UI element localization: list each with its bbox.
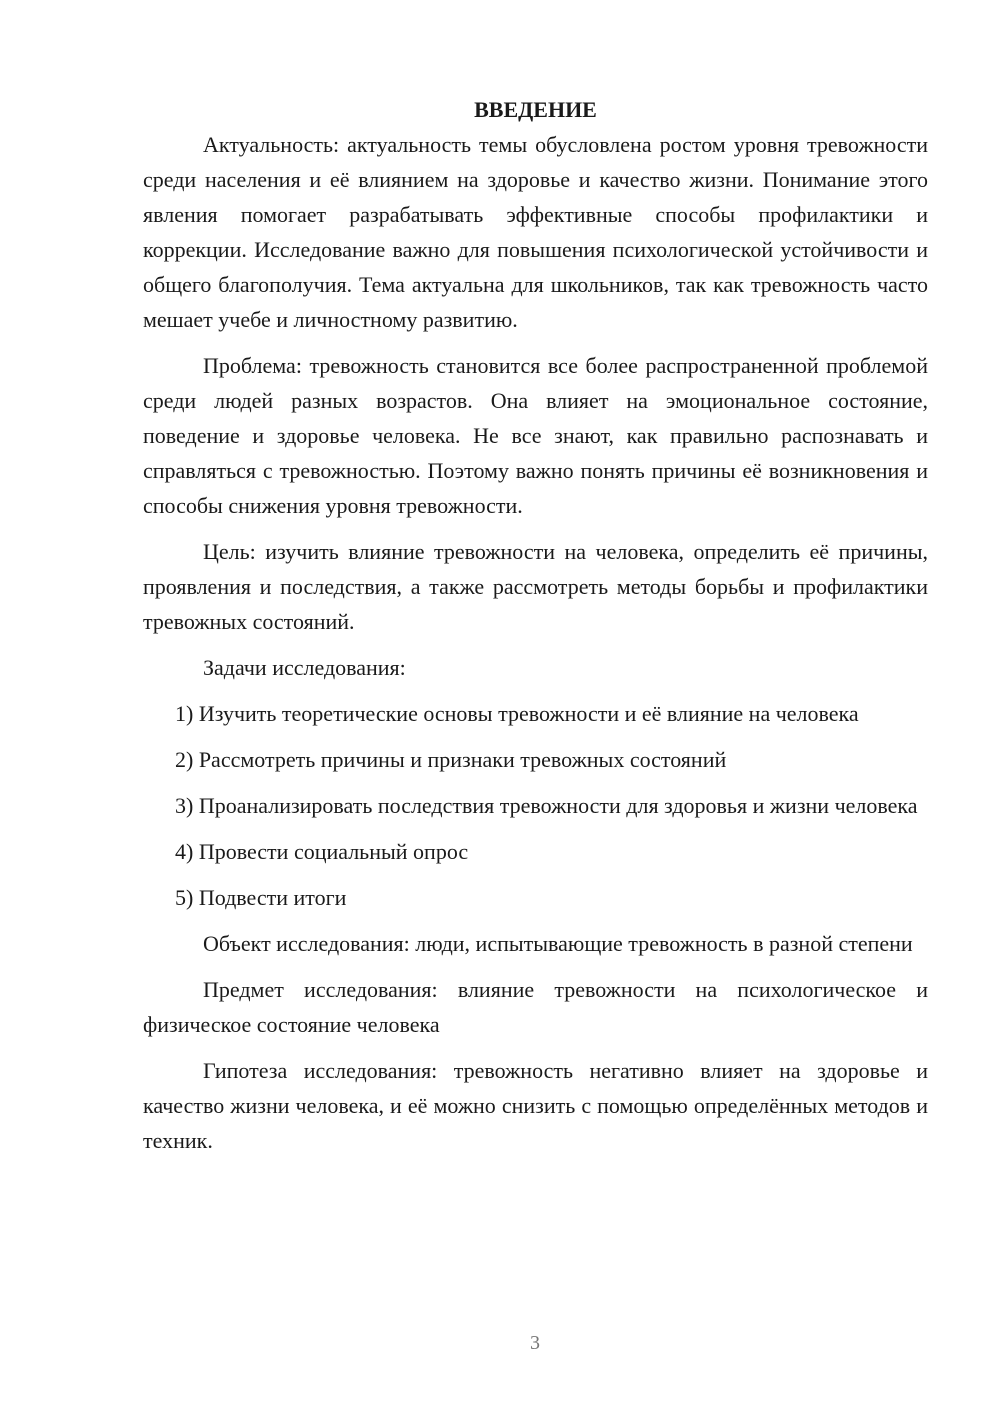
paragraph-relevance: Актуальность: актуальность темы обусловлена ростом уровня тревожности среди населения и её влиянием на здоровье и качество жизни. Понимание этого явления помогает разрабатывать эффективные способы профилактики и коррекции. Исследование важно для повышения психологической устойчивости и общего благополучия. Тема актуальна для школьников, так как тревожность часто мешает учебе и личностному развитию. <box>143 132 928 332</box>
paragraph-object: Объект исследования: люди, испытывающие тревожность в разной степени <box>203 931 913 956</box>
page-number: 3 <box>530 1332 540 1354</box>
section-title: ВВЕДЕНИЕ <box>474 97 597 122</box>
tasks-heading: Задачи исследования: <box>203 655 406 680</box>
document-page <box>143 92 928 1169</box>
paragraph-goal: Цель: изучить влияние тревожности на человека, определить её причины, проявления и последствия, а также рассмотреть методы борьбы и профилактики тревожных состояний. <box>143 539 928 634</box>
task-item-4: 4) Провести социальный опрос <box>175 839 469 864</box>
task-item-1: 1) Изучить теоретические основы тревожности и её влияние на человека <box>175 701 859 726</box>
paragraph-hypothesis: Гипотеза исследования: тревожность негативно влияет на здоровье и качество жизни человека, и её можно снизить с помощью определённых методов и техник. <box>143 1058 928 1153</box>
task-item-3: 3) Проанализировать последствия тревожности для здоровья и жизни человека <box>175 793 918 818</box>
paragraph-problem: Проблема: тревожность становится все более распространенной проблемой среди людей разных возрастов. Она влияет на эмоциональное состояние, поведение и здоровье человека. Не все знают, как правильно распознавать и справляться с тревожностью. Поэтому важно понять причины её возникновения и способы снижения уровня тревожности. <box>143 353 928 518</box>
task-item-2: 2) Рассмотреть причины и признаки тревожных состояний <box>175 747 727 772</box>
paragraph-subject: Предмет исследования: влияние тревожности на психологическое и физическое состояние человека <box>143 977 928 1037</box>
task-item-5: 5) Подвести итоги <box>175 885 347 910</box>
